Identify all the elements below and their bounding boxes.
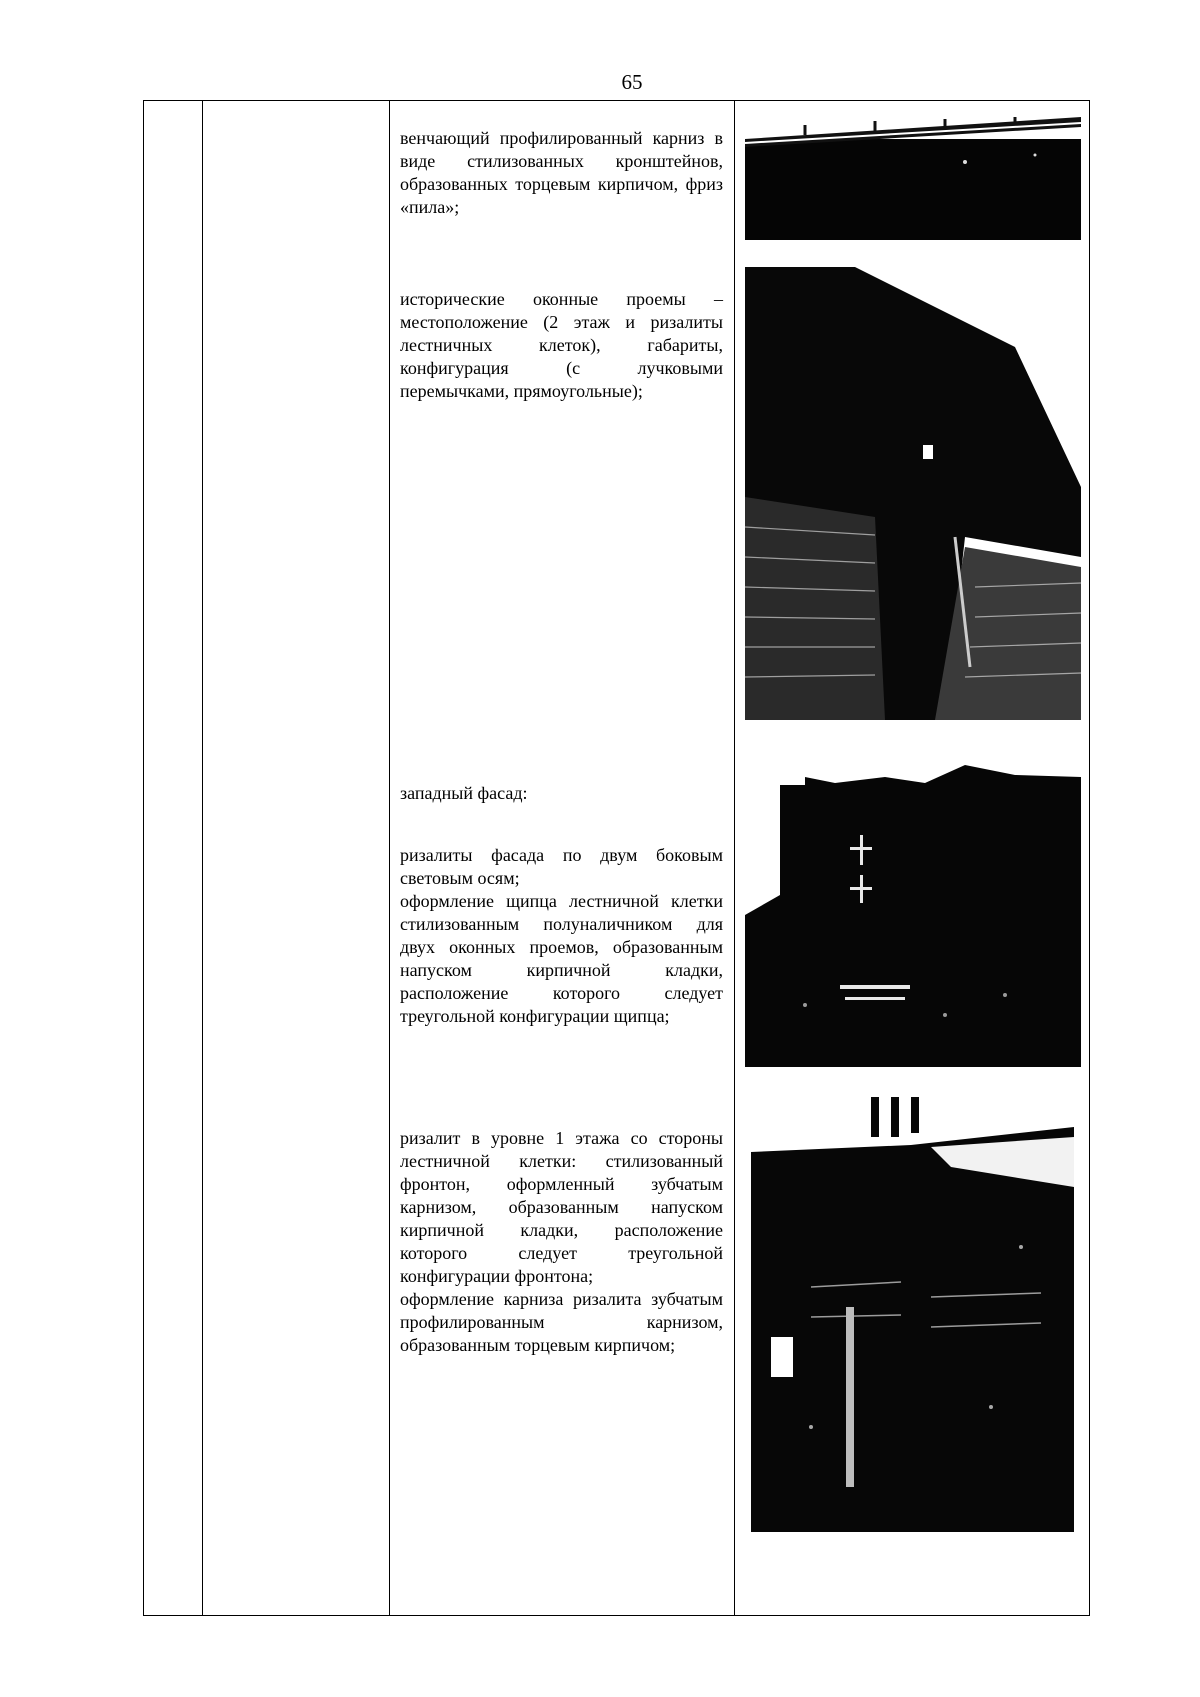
cornice-photo xyxy=(745,117,1081,240)
column-divider-1 xyxy=(202,101,203,1615)
paragraph: исторические оконные проемы – местоположение (2 этаж и ризалиты лестничных клеток), габариты, конфигурация (с лучковыми перемычками, прямоугольные); xyxy=(400,289,723,401)
risalit-photo xyxy=(751,1097,1074,1532)
column-divider-3 xyxy=(734,101,735,1615)
page-number: 65 xyxy=(621,70,643,94)
description-cornice xyxy=(400,127,723,219)
paragraph: оформление щипца лестничной клетки стилизованным полуналичником для двух оконных проемов, образованным напуском кирпичной кладки, расположение которого следует треугольной конфигурации щипца; xyxy=(400,891,723,1026)
description-window-openings xyxy=(400,288,723,403)
description-west-facade xyxy=(400,782,723,805)
description-ground-risalit xyxy=(400,1127,723,1357)
paragraph: оформление карниза ризалита зубчатым профилированным карнизом, образованным торцевым кирпичом; xyxy=(400,1289,723,1355)
paragraph: ризалит в уровне 1 этажа со стороны лестничной клетки: стилизованный фронтон, оформленный зубчатым карнизом, образованным напуском кирпичной кладки, расположение которого следует треугольной конфигурации фронтона; xyxy=(400,1128,723,1286)
west-facade-photo xyxy=(745,765,1081,1067)
paragraph: ризалиты фасада по двум боковым световым осям; xyxy=(400,845,723,888)
paragraph: венчающий профилированный карниз в виде стилизованных кронштейнов, образованных торцевым кирпичом, фриз «пила»; xyxy=(400,128,723,217)
description-risalits xyxy=(400,844,723,1028)
paragraph: западный фасад: xyxy=(400,783,528,803)
column-divider-2 xyxy=(389,101,390,1615)
window-openings-photo xyxy=(745,267,1081,720)
